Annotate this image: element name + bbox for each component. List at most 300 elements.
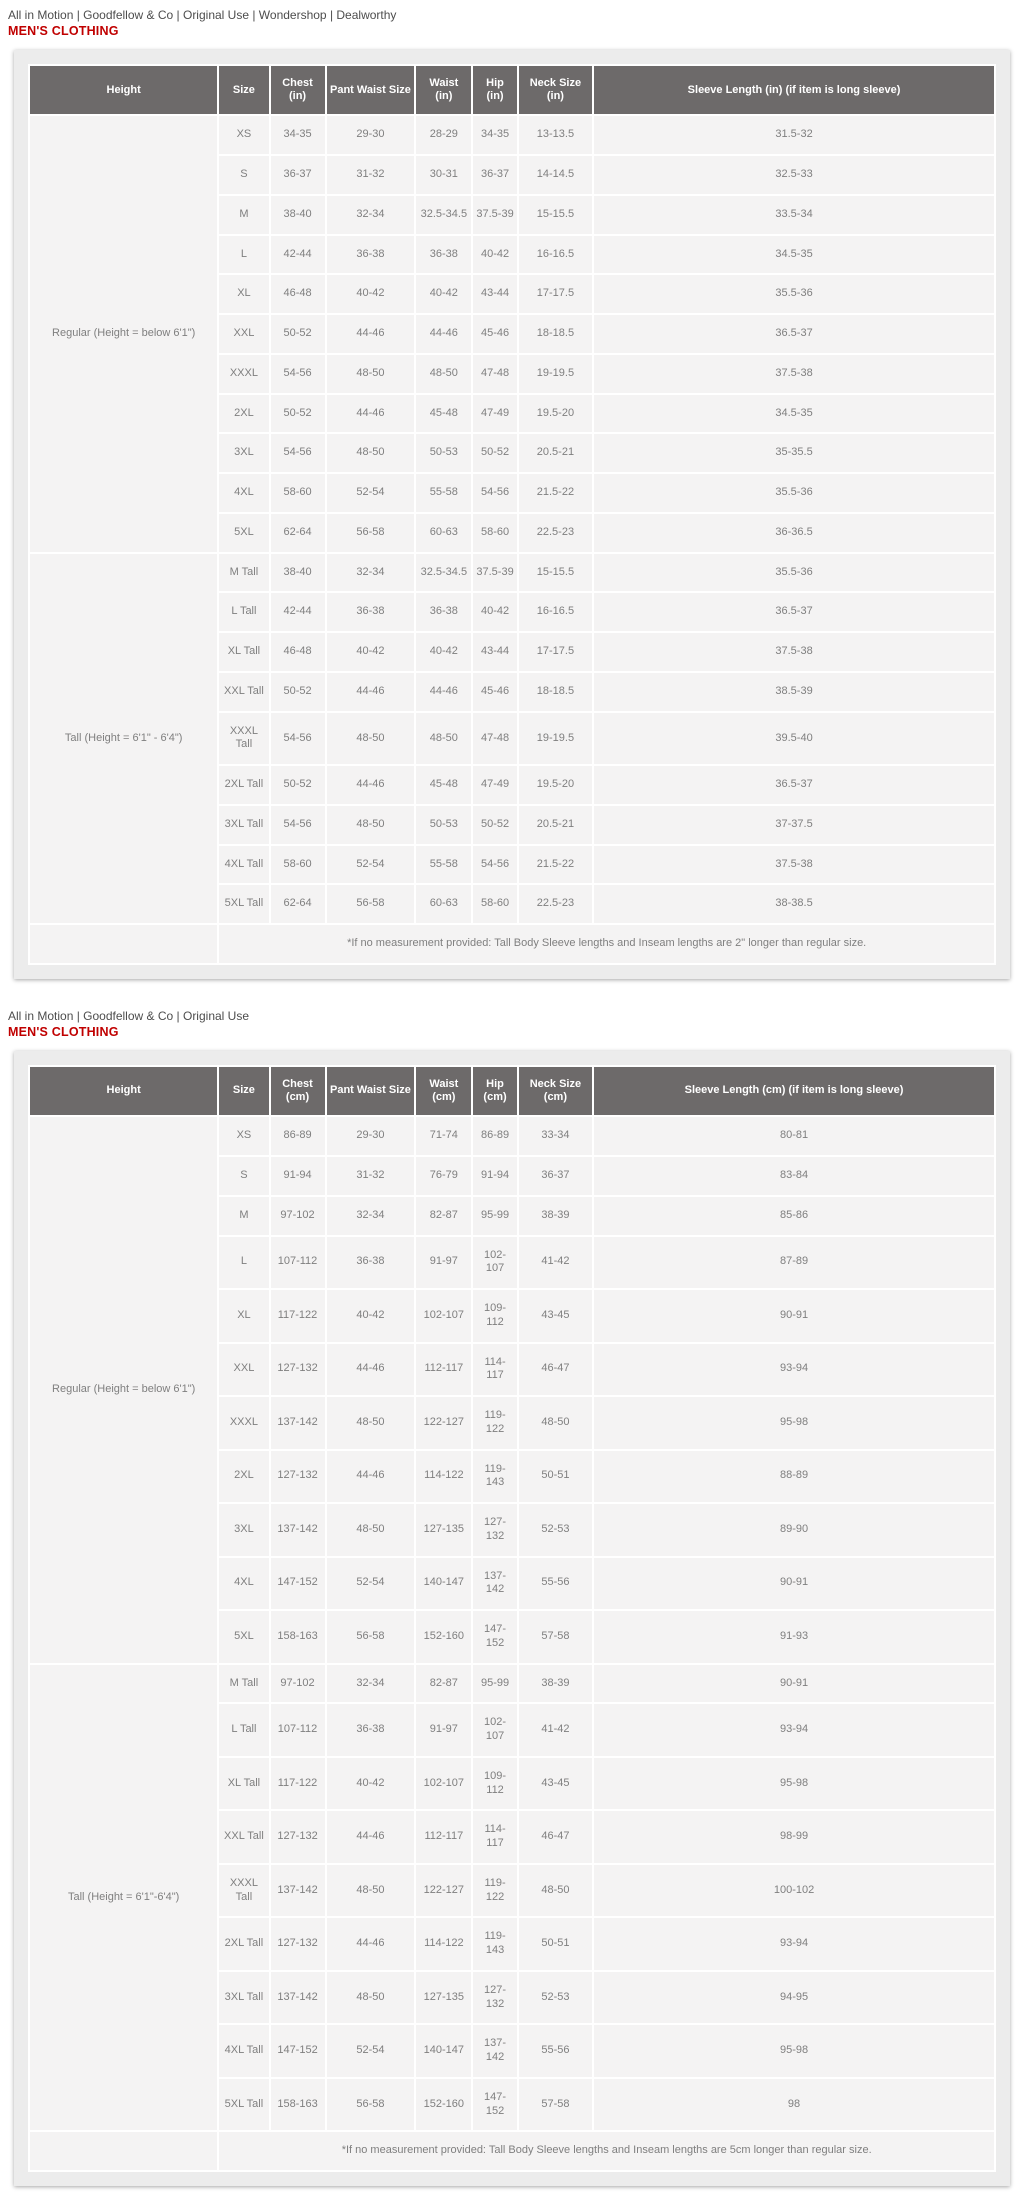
cell-hip: 47-49 — [472, 765, 517, 805]
cell-size: XXXL Tall — [218, 712, 269, 766]
cell-chest: 147-152 — [270, 1557, 326, 1611]
size-row — [29, 115, 995, 155]
cell-waist: 140-147 — [415, 1557, 472, 1611]
cell-sleeve: 85-86 — [593, 1196, 995, 1236]
cell-chest: 38-40 — [270, 195, 326, 235]
cell-neck: 50-51 — [518, 1450, 593, 1504]
cell-hip: 119-143 — [472, 1450, 517, 1504]
cell-waist: 122-127 — [415, 1864, 472, 1918]
cell-waist: 102-107 — [415, 1757, 472, 1811]
cell-waist: 82-87 — [415, 1196, 472, 1236]
cell-sleeve: 34.5-35 — [593, 394, 995, 434]
cell-neck: 21.5-22 — [518, 473, 593, 513]
cell-size: XS — [218, 1116, 269, 1156]
cell-waist: 36-38 — [415, 592, 472, 632]
cell-sleeve: 34.5-35 — [593, 235, 995, 275]
column-header-sleeve: Sleeve Length (in) (if item is long sleeve) — [593, 65, 995, 115]
cell-neck: 15-15.5 — [518, 195, 593, 235]
cell-size: S — [218, 155, 269, 195]
cell-size: 4XL — [218, 1557, 269, 1611]
cell-size: XXL — [218, 1343, 269, 1397]
cell-neck: 19.5-20 — [518, 394, 593, 434]
cell-sleeve: 83-84 — [593, 1156, 995, 1196]
cell-hip: 43-44 — [472, 274, 517, 314]
cell-chest: 54-56 — [270, 712, 326, 766]
cell-sleeve: 95-98 — [593, 1757, 995, 1811]
cell-sleeve: 93-94 — [593, 1343, 995, 1397]
cell-pant-waist: 29-30 — [326, 115, 416, 155]
cell-pant-waist: 44-46 — [326, 1917, 416, 1971]
cell-size: M Tall — [218, 1664, 269, 1704]
column-header-hip: Hip (in) — [472, 65, 517, 115]
cell-waist: 48-50 — [415, 712, 472, 766]
cell-neck: 22.5-23 — [518, 513, 593, 553]
cell-neck: 19.5-20 — [518, 765, 593, 805]
cell-pant-waist: 36-38 — [326, 1703, 416, 1757]
cell-hip: 58-60 — [472, 884, 517, 924]
cell-neck: 21.5-22 — [518, 845, 593, 885]
cell-hip: 127-132 — [472, 1971, 517, 2025]
column-header-hip: Hip (cm) — [472, 1066, 517, 1116]
cell-hip: 114-117 — [472, 1343, 517, 1397]
column-header-waist: Waist (cm) — [415, 1066, 472, 1116]
cell-waist: 127-135 — [415, 1503, 472, 1557]
cell-waist: 32.5-34.5 — [415, 195, 472, 235]
size-chart-panel-inches — [14, 50, 1010, 979]
cell-sleeve: 95-98 — [593, 1396, 995, 1450]
cell-hip: 34-35 — [472, 115, 517, 155]
cell-neck: 50-51 — [518, 1917, 593, 1971]
cell-hip: 40-42 — [472, 235, 517, 275]
cell-waist: 45-48 — [415, 765, 472, 805]
cell-hip: 47-49 — [472, 394, 517, 434]
cell-sleeve: 37.5-38 — [593, 632, 995, 672]
cell-hip: 54-56 — [472, 845, 517, 885]
cell-pant-waist: 56-58 — [326, 513, 416, 553]
cell-neck: 52-53 — [518, 1503, 593, 1557]
cell-hip: 119-122 — [472, 1396, 517, 1450]
cell-size: XXXL Tall — [218, 1864, 269, 1918]
column-header-size: Size — [218, 65, 269, 115]
cell-neck: 14-14.5 — [518, 155, 593, 195]
column-header-height: Height — [29, 1066, 218, 1116]
cell-size: L Tall — [218, 592, 269, 632]
cell-chest: 42-44 — [270, 235, 326, 275]
cell-sleeve: 95-98 — [593, 2024, 995, 2078]
cell-waist: 82-87 — [415, 1664, 472, 1704]
cell-hip: 137-142 — [472, 1557, 517, 1611]
cell-neck: 19-19.5 — [518, 354, 593, 394]
cell-size: 5XL Tall — [218, 884, 269, 924]
cell-chest: 127-132 — [270, 1450, 326, 1504]
cell-size: XXL — [218, 314, 269, 354]
cell-size: M — [218, 1196, 269, 1236]
column-header-pant-waist: Pant Waist Size — [326, 65, 416, 115]
height-group-cell-tall: Tall (Height = 6'1" - 6'4") — [29, 553, 218, 925]
cell-chest: 91-94 — [270, 1156, 326, 1196]
cell-chest: 58-60 — [270, 845, 326, 885]
column-header-pant-waist: Pant Waist Size — [326, 1066, 416, 1116]
height-group-cell-regular: Regular (Height = below 6'1") — [29, 115, 218, 552]
brand-breadcrumb-cm: All in Motion | Goodfellow & Co | Original Use — [8, 1008, 250, 1023]
cell-hip: 58-60 — [472, 513, 517, 553]
cell-waist: 112-117 — [415, 1810, 472, 1864]
cell-pant-waist: 36-38 — [326, 235, 416, 275]
cell-pant-waist: 48-50 — [326, 433, 416, 473]
cell-size: S — [218, 1156, 269, 1196]
cell-chest: 107-112 — [270, 1703, 326, 1757]
cell-chest: 137-142 — [270, 1971, 326, 2025]
cell-pant-waist: 32-34 — [326, 1664, 416, 1704]
header-row — [29, 1066, 995, 1116]
cell-size: XL — [218, 274, 269, 314]
cell-size: XXL Tall — [218, 672, 269, 712]
column-header-chest: Chest (cm) — [270, 1066, 326, 1116]
cell-neck: 41-42 — [518, 1703, 593, 1757]
cell-sleeve: 37.5-38 — [593, 354, 995, 394]
cell-chest: 137-142 — [270, 1396, 326, 1450]
cell-chest: 97-102 — [270, 1664, 326, 1704]
cell-sleeve: 89-90 — [593, 1503, 995, 1557]
cell-neck: 13-13.5 — [518, 115, 593, 155]
column-header-chest: Chest (in) — [270, 65, 326, 115]
cell-chest: 50-52 — [270, 765, 326, 805]
cell-size: 2XL Tall — [218, 1917, 269, 1971]
cell-neck: 17-17.5 — [518, 274, 593, 314]
cell-waist: 36-38 — [415, 235, 472, 275]
cell-sleeve: 88-89 — [593, 1450, 995, 1504]
cell-pant-waist: 52-54 — [326, 845, 416, 885]
cell-hip: 147-152 — [472, 1610, 517, 1664]
cell-waist: 60-63 — [415, 513, 472, 553]
cell-sleeve: 98-99 — [593, 1810, 995, 1864]
cell-waist: 127-135 — [415, 1971, 472, 2025]
cell-neck: 22.5-23 — [518, 884, 593, 924]
footnote-row — [29, 924, 995, 964]
cell-sleeve: 32.5-33 — [593, 155, 995, 195]
cell-sleeve: 91-93 — [593, 1610, 995, 1664]
cell-chest: 137-142 — [270, 1503, 326, 1557]
cell-hip: 91-94 — [472, 1156, 517, 1196]
cell-pant-waist: 48-50 — [326, 1864, 416, 1918]
cell-waist: 76-79 — [415, 1156, 472, 1196]
cell-chest: 137-142 — [270, 1864, 326, 1918]
cell-waist: 50-53 — [415, 805, 472, 845]
cell-pant-waist: 32-34 — [326, 1196, 416, 1236]
height-group-cell-regular: Regular (Height = below 6'1") — [29, 1116, 218, 1663]
cell-waist: 48-50 — [415, 354, 472, 394]
cell-sleeve: 39.5-40 — [593, 712, 995, 766]
cell-pant-waist: 32-34 — [326, 195, 416, 235]
cell-chest: 38-40 — [270, 553, 326, 593]
footnote-spacer — [29, 924, 218, 964]
cell-sleeve: 38.5-39 — [593, 672, 995, 712]
cell-pant-waist: 48-50 — [326, 1971, 416, 2025]
cell-pant-waist: 48-50 — [326, 805, 416, 845]
cell-hip: 137-142 — [472, 2024, 517, 2078]
footnote-row — [29, 2131, 995, 2171]
cell-chest: 58-60 — [270, 473, 326, 513]
cell-chest: 54-56 — [270, 354, 326, 394]
cell-hip: 95-99 — [472, 1196, 517, 1236]
cell-size: M Tall — [218, 553, 269, 593]
cell-hip: 102-107 — [472, 1703, 517, 1757]
cell-size: L — [218, 1236, 269, 1290]
cell-sleeve: 100-102 — [593, 1864, 995, 1918]
cell-chest: 158-163 — [270, 2078, 326, 2132]
cell-neck: 17-17.5 — [518, 632, 593, 672]
cell-chest: 50-52 — [270, 672, 326, 712]
cell-sleeve: 90-91 — [593, 1557, 995, 1611]
cell-pant-waist: 40-42 — [326, 1757, 416, 1811]
size-table-inches — [28, 64, 996, 965]
cell-neck: 18-18.5 — [518, 314, 593, 354]
cell-size: XXXL — [218, 1396, 269, 1450]
column-header-neck: Neck Size (in) — [518, 65, 593, 115]
cell-hip: 119-122 — [472, 1864, 517, 1918]
cell-sleeve: 90-91 — [593, 1289, 995, 1343]
cell-sleeve: 93-94 — [593, 1703, 995, 1757]
cell-chest: 127-132 — [270, 1810, 326, 1864]
cell-size: L — [218, 235, 269, 275]
cell-neck: 18-18.5 — [518, 672, 593, 712]
cell-pant-waist: 52-54 — [326, 2024, 416, 2078]
category-title-cm: MEN'S CLOTHING — [8, 1024, 119, 1039]
header-row — [29, 65, 995, 115]
cell-hip: 37.5-39 — [472, 195, 517, 235]
size-row — [29, 1664, 995, 1704]
cell-pant-waist: 48-50 — [326, 712, 416, 766]
cell-size: 3XL — [218, 1503, 269, 1557]
cell-pant-waist: 44-46 — [326, 314, 416, 354]
cell-chest: 54-56 — [270, 433, 326, 473]
cell-chest: 117-122 — [270, 1289, 326, 1343]
cell-size: XXL Tall — [218, 1810, 269, 1864]
cell-pant-waist: 36-38 — [326, 592, 416, 632]
cell-hip: 127-132 — [472, 1503, 517, 1557]
cell-chest: 50-52 — [270, 314, 326, 354]
cell-neck: 33-34 — [518, 1116, 593, 1156]
cell-hip: 147-152 — [472, 2078, 517, 2132]
cell-sleeve: 36-36.5 — [593, 513, 995, 553]
cell-pant-waist: 29-30 — [326, 1116, 416, 1156]
cell-hip: 43-44 — [472, 632, 517, 672]
cell-waist: 152-160 — [415, 2078, 472, 2132]
cell-size: 3XL Tall — [218, 1971, 269, 2025]
cell-waist: 40-42 — [415, 274, 472, 314]
cell-waist: 44-46 — [415, 314, 472, 354]
cell-neck: 46-47 — [518, 1810, 593, 1864]
footnote-spacer — [29, 2131, 218, 2171]
cell-chest: 158-163 — [270, 1610, 326, 1664]
cell-waist: 32.5-34.5 — [415, 553, 472, 593]
cell-sleeve: 98 — [593, 2078, 995, 2132]
cell-chest: 127-132 — [270, 1917, 326, 1971]
cell-hip: 50-52 — [472, 433, 517, 473]
column-header-waist: Waist (in) — [415, 65, 472, 115]
cell-hip: 37.5-39 — [472, 553, 517, 593]
footnote: *If no measurement provided: Tall Body Sleeve lengths and Inseam lengths are 2" longer than regular size. — [218, 924, 995, 964]
cell-waist: 28-29 — [415, 115, 472, 155]
cell-waist: 55-58 — [415, 845, 472, 885]
cell-sleeve: 35-35.5 — [593, 433, 995, 473]
cell-chest: 127-132 — [270, 1343, 326, 1397]
cell-sleeve: 80-81 — [593, 1116, 995, 1156]
cell-sleeve: 87-89 — [593, 1236, 995, 1290]
cell-size: 4XL Tall — [218, 845, 269, 885]
cell-chest: 34-35 — [270, 115, 326, 155]
cell-size: 3XL — [218, 433, 269, 473]
cell-neck: 16-16.5 — [518, 592, 593, 632]
cell-waist: 122-127 — [415, 1396, 472, 1450]
cell-waist: 45-48 — [415, 394, 472, 434]
cell-hip: 95-99 — [472, 1664, 517, 1704]
cell-neck: 55-56 — [518, 1557, 593, 1611]
cell-size: M — [218, 195, 269, 235]
cell-sleeve: 37-37.5 — [593, 805, 995, 845]
cell-sleeve: 37.5-38 — [593, 845, 995, 885]
column-header-neck: Neck Size (cm) — [518, 1066, 593, 1116]
cell-sleeve: 35.5-36 — [593, 473, 995, 513]
cell-neck: 57-58 — [518, 1610, 593, 1664]
cell-chest: 117-122 — [270, 1757, 326, 1811]
cell-waist: 114-122 — [415, 1917, 472, 1971]
cell-pant-waist: 48-50 — [326, 1503, 416, 1557]
cell-hip: 45-46 — [472, 672, 517, 712]
cell-hip: 54-56 — [472, 473, 517, 513]
cell-waist: 140-147 — [415, 2024, 472, 2078]
cell-size: 4XL — [218, 473, 269, 513]
cell-pant-waist: 31-32 — [326, 155, 416, 195]
cell-sleeve: 90-91 — [593, 1664, 995, 1704]
cell-size: 4XL Tall — [218, 2024, 269, 2078]
cell-sleeve: 31.5-32 — [593, 115, 995, 155]
cell-neck: 38-39 — [518, 1196, 593, 1236]
cell-waist: 152-160 — [415, 1610, 472, 1664]
cell-pant-waist: 44-46 — [326, 394, 416, 434]
cell-neck: 20.5-21 — [518, 433, 593, 473]
cell-chest: 46-48 — [270, 274, 326, 314]
cell-pant-waist: 36-38 — [326, 1236, 416, 1290]
cell-neck: 46-47 — [518, 1343, 593, 1397]
cell-pant-waist: 44-46 — [326, 1450, 416, 1504]
cell-neck: 19-19.5 — [518, 712, 593, 766]
height-group-cell-tall: Tall (Height = 6'1"-6'4") — [29, 1664, 218, 2132]
cell-neck: 48-50 — [518, 1396, 593, 1450]
cell-hip: 86-89 — [472, 1116, 517, 1156]
cell-waist: 44-46 — [415, 672, 472, 712]
cell-waist: 60-63 — [415, 884, 472, 924]
cell-hip: 114-117 — [472, 1810, 517, 1864]
cell-neck: 57-58 — [518, 2078, 593, 2132]
cell-hip: 40-42 — [472, 592, 517, 632]
section-cm — [0, 1001, 1024, 2186]
cell-hip: 50-52 — [472, 805, 517, 845]
cell-size: XL Tall — [218, 632, 269, 672]
cell-pant-waist: 56-58 — [326, 1610, 416, 1664]
cell-waist: 114-122 — [415, 1450, 472, 1504]
cell-sleeve: 93-94 — [593, 1917, 995, 1971]
cell-size: XS — [218, 115, 269, 155]
cell-pant-waist: 32-34 — [326, 553, 416, 593]
cell-chest: 62-64 — [270, 884, 326, 924]
cell-pant-waist: 52-54 — [326, 1557, 416, 1611]
cell-size: 2XL — [218, 1450, 269, 1504]
cell-hip: 119-143 — [472, 1917, 517, 1971]
column-header-size: Size — [218, 1066, 269, 1116]
cell-pant-waist: 44-46 — [326, 765, 416, 805]
cell-size: 5XL — [218, 1610, 269, 1664]
cell-hip: 47-48 — [472, 354, 517, 394]
column-header-sleeve: Sleeve Length (cm) (if item is long sleeve) — [593, 1066, 995, 1116]
cell-sleeve: 94-95 — [593, 1971, 995, 2025]
cell-waist: 91-97 — [415, 1236, 472, 1290]
cell-hip: 45-46 — [472, 314, 517, 354]
cell-size: XXXL — [218, 354, 269, 394]
cell-pant-waist: 40-42 — [326, 1289, 416, 1343]
cell-size: XL — [218, 1289, 269, 1343]
cell-waist: 40-42 — [415, 632, 472, 672]
cell-chest: 42-44 — [270, 592, 326, 632]
cell-waist: 55-58 — [415, 473, 472, 513]
cell-sleeve: 36.5-37 — [593, 314, 995, 354]
cell-chest: 54-56 — [270, 805, 326, 845]
cell-pant-waist: 48-50 — [326, 1396, 416, 1450]
cell-chest: 97-102 — [270, 1196, 326, 1236]
cell-sleeve: 35.5-36 — [593, 274, 995, 314]
cell-pant-waist: 31-32 — [326, 1156, 416, 1196]
cell-waist: 30-31 — [415, 155, 472, 195]
cell-sleeve: 36.5-37 — [593, 765, 995, 805]
cell-pant-waist: 44-46 — [326, 1343, 416, 1397]
cell-waist: 112-117 — [415, 1343, 472, 1397]
section-inches — [0, 0, 1024, 979]
cell-pant-waist: 40-42 — [326, 632, 416, 672]
cell-hip: 109-112 — [472, 1289, 517, 1343]
cell-hip: 47-48 — [472, 712, 517, 766]
cell-neck: 38-39 — [518, 1664, 593, 1704]
cell-neck: 16-16.5 — [518, 235, 593, 275]
category-title-inches: MEN'S CLOTHING — [8, 24, 119, 38]
cell-sleeve: 35.5-36 — [593, 553, 995, 593]
cell-hip: 102-107 — [472, 1236, 517, 1290]
footnote: *If no measurement provided: Tall Body Sleeve lengths and Inseam lengths are 5cm longer than regular size. — [218, 2131, 995, 2171]
cell-size: 2XL — [218, 394, 269, 434]
cell-neck: 48-50 — [518, 1864, 593, 1918]
cell-waist: 91-97 — [415, 1703, 472, 1757]
size-row — [29, 553, 995, 593]
cell-chest: 46-48 — [270, 632, 326, 672]
cell-chest: 86-89 — [270, 1116, 326, 1156]
cell-size: XL Tall — [218, 1757, 269, 1811]
cell-pant-waist: 40-42 — [326, 274, 416, 314]
cell-chest: 62-64 — [270, 513, 326, 553]
cell-hip: 36-37 — [472, 155, 517, 195]
brand-breadcrumb-inches: All in Motion | Goodfellow & Co | Original Use | Wondershop | Dealworthy — [8, 8, 397, 22]
cell-hip: 109-112 — [472, 1757, 517, 1811]
cell-size: 5XL Tall — [218, 2078, 269, 2132]
size-table-cm — [28, 1065, 996, 2172]
cell-chest: 36-37 — [270, 155, 326, 195]
cell-neck: 20.5-21 — [518, 805, 593, 845]
cell-size: 2XL Tall — [218, 765, 269, 805]
size-row — [29, 1116, 995, 1156]
cell-chest: 147-152 — [270, 2024, 326, 2078]
cell-chest: 50-52 — [270, 394, 326, 434]
cell-waist: 102-107 — [415, 1289, 472, 1343]
cell-neck: 41-42 — [518, 1236, 593, 1290]
size-chart-panel-cm — [14, 1051, 1010, 2186]
